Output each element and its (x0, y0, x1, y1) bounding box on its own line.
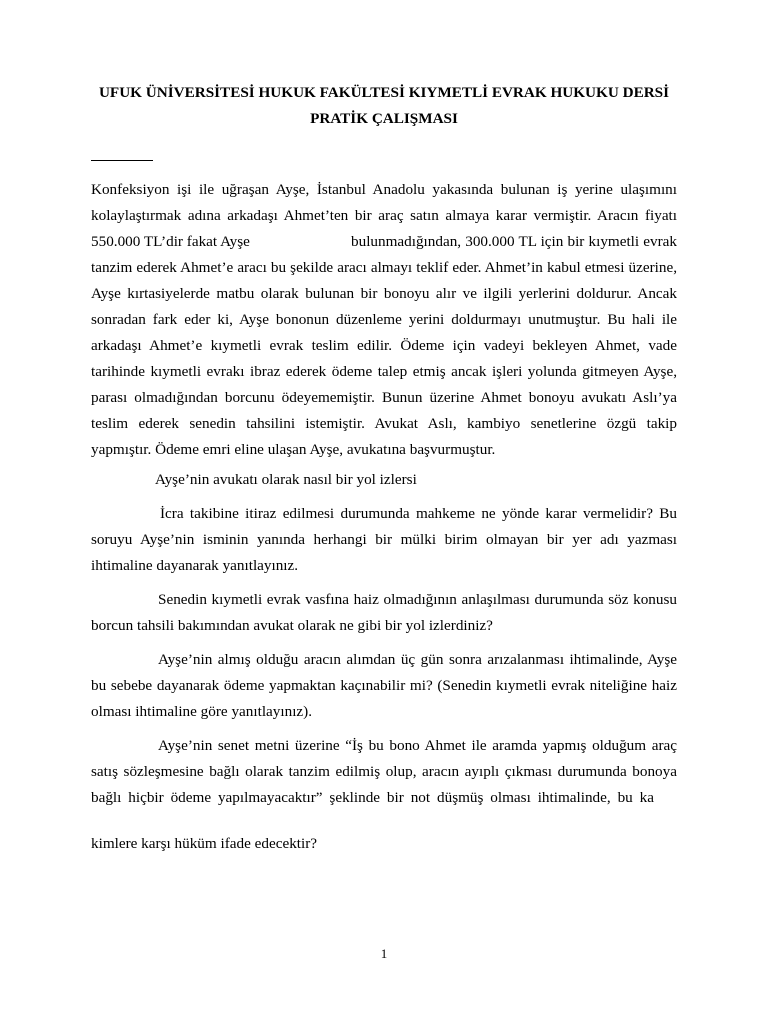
question-line: soruyu Ayşe’nin isminin yanında herhangi bir mülki birim olmayan bir yer adı yazması (91, 531, 677, 548)
document-title-line-2: PRATİK ÇALIŞMASI (310, 110, 458, 127)
paragraph-line: sonradan fark eder ki, Ayşe bononun düzenleme yerini doldurmayı unutmuştur. Bu hali ile (91, 311, 677, 328)
question-line: ihtimaline dayanarak yanıtlayınız. (91, 557, 299, 574)
question-line: bağlı hiçbir ödeme yapılmayacaktır” şeklinde bir not düşmüş olması ihtimalinde, bu ka (91, 789, 654, 806)
paragraph-line: arkadaşı Ahmet’e kıymetli evrak teslim edilir. Ödeme için vadeyi bekleyen Ahmet, vade (91, 337, 677, 354)
question-line: kimlere karşı hüküm ifade edecektir? (91, 835, 318, 852)
paragraph-line-segment: 550.000 TL’dir fakat Ayşe (91, 233, 250, 250)
paragraph-line: kolaylaştırmak adına arkadaşı Ahmet’ten bir araç satın almaya karar vermiştir. Aracın fiyatı (91, 207, 677, 224)
title-divider (91, 160, 153, 161)
paragraph-line: Konfeksiyon işi ile uğraşan Ayşe, İstanbul Anadolu yakasında bulunan iş yerine ulaşımını (91, 181, 677, 198)
question-line: Senedin kıymetli evrak vasfına haiz olmadığının anlaşılması durumunda söz konusu (158, 591, 677, 608)
question-line: Ayşe’nin senet metni üzerine “İş bu bono Ahmet ile aramda yapmış olduğum araç (158, 737, 677, 754)
question-line: bu sebebe dayanarak ödeme yapmaktan kaçınabilir mi? (Senedin kıymetli evrak niteliğine haiz (91, 677, 677, 694)
page-number: 1 (380, 946, 388, 961)
question-line: Ayşe’nin almış olduğu aracın alımdan üç gün sonra arızalanması ihtimalinde, Ayşe (158, 651, 677, 668)
question-line: İcra takibine itiraz edilmesi durumunda mahkeme ne yönde karar vermelidir? Bu (160, 505, 677, 522)
paragraph-line: tarihinde kıymetli evrakı ibraz ederek ödeme talep etmiş ancak işleri yolunda gitmeyen Ayşe, (91, 363, 677, 380)
paragraph-line: yapmıştır. Ödeme emri eline ulaşan Ayşe, avukatına başvurmuştur. (91, 441, 496, 458)
question-1: Ayşe’nin avukatı olarak nasıl bir yol izlersi (155, 471, 417, 488)
paragraph-line: teslim ederek senedin tahsilini istemiştir. Avukat Aslı, kambiyo senetlerine özgü takip (91, 415, 677, 432)
question-line: satış sözleşmesine bağlı olarak tanzim edilmiş olup, aracın ayıplı çıkması durumunda bonoya (91, 763, 677, 780)
paragraph-line-segment: bulunmadığından, 300.000 TL için bir kıymetli evrak (351, 233, 677, 250)
paragraph-line: tanzim ederek Ahmet’e aracı bu şekilde aracı almayı teklif eder. Ahmet’in kabul etmesi üzerine, (91, 259, 677, 276)
question-line: borcun tahsili bakımından avukat olarak ne gibi bir yol izlerdiniz? (91, 617, 493, 634)
paragraph-line: Ayşe kırtasiyelerde matbu olarak bulunan bir bonoyu alır ve ilgili yerlerini doldurur. Ancak (91, 285, 677, 302)
document-title-line-1: UFUK ÜNİVERSİTESİ HUKUK FAKÜLTESİ KIYMETLİ EVRAK HUKUKU DERSİ (98, 84, 670, 101)
question-line: olması ihtimaline göre yanıtlayınız). (91, 703, 313, 720)
paragraph-line: parası olmadığından borcunu ödeyememiştir. Bunun üzerine Ahmet bonoyu avukatı Aslı’ya (91, 389, 677, 406)
